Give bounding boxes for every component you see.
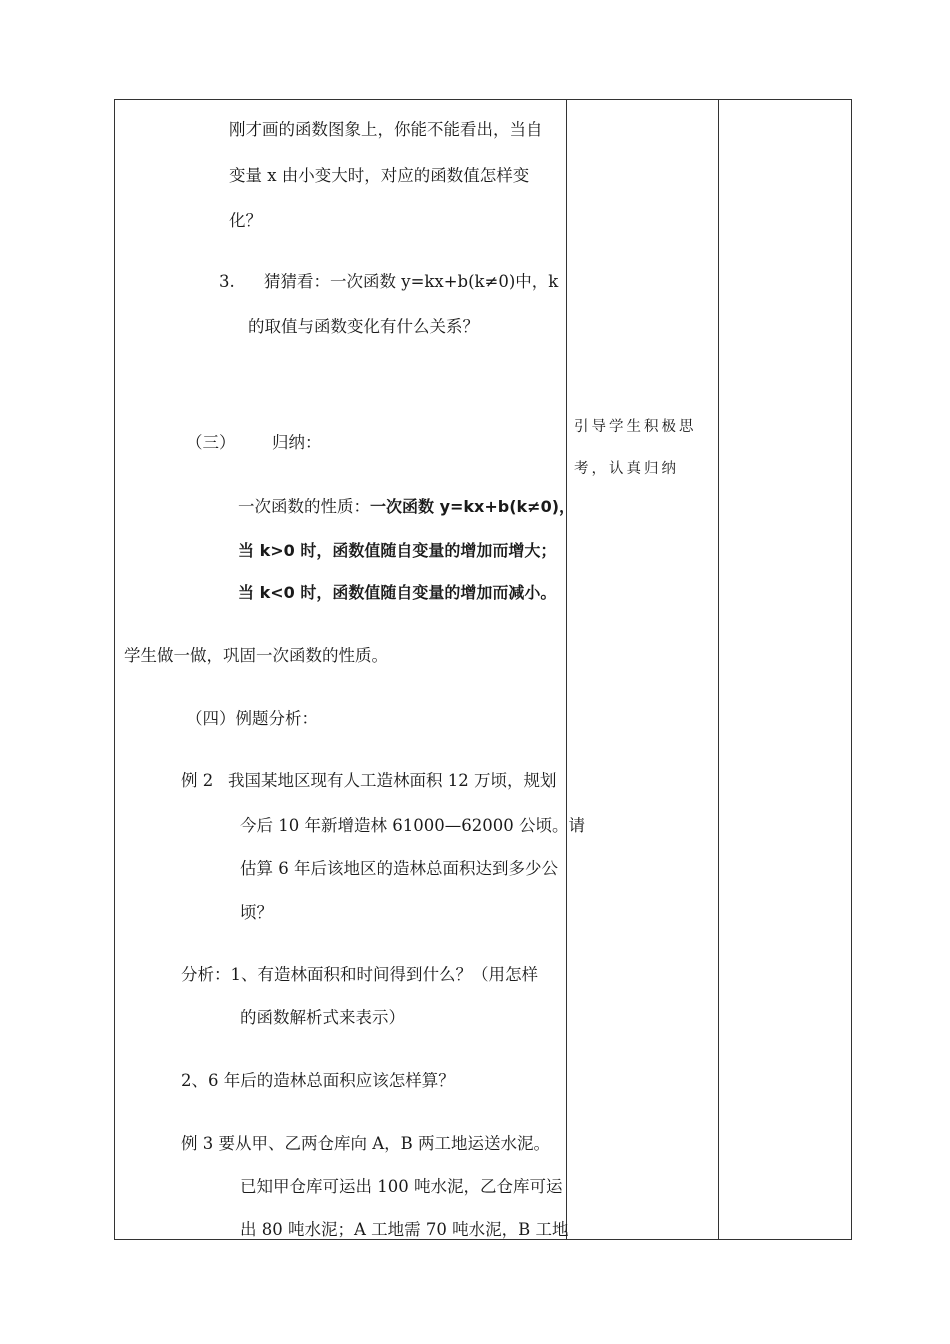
example-text: 我国某地区现有人工造林面积 12 万顷，规划	[228, 771, 557, 790]
practice-line: 学生做一做，巩固一次函数的性质。	[124, 646, 388, 665]
analysis-text: 的函数解析式来表示）	[240, 1008, 405, 1027]
paragraph-line: 变量 x 由小变大时，对应的函数值怎样变	[229, 166, 530, 185]
example-text: 已知甲仓库可运出 100 吨水泥，乙仓库可运	[240, 1177, 563, 1196]
example-text: 出 80 吨水泥；A 工地需 70 吨水泥，B 工地	[240, 1220, 569, 1239]
column-divider-1	[566, 100, 567, 1239]
section-title: 归纳：	[272, 433, 322, 452]
example-text: 例 3 要从甲、乙两仓库向 A，B 两工地运送水泥。	[181, 1134, 551, 1153]
column-divider-2	[718, 100, 719, 1239]
property-lead: 一次函数的性质：	[238, 497, 370, 516]
analysis-text: 2、6 年后的造林总面积应该怎样算？	[181, 1071, 455, 1090]
question-text: 的取值与函数变化有什么关系？	[248, 317, 479, 336]
property-statement	[238, 496, 575, 518]
property-bold: 一次函数 y=kx+b(k≠0)，	[370, 497, 576, 516]
property-rule: 当 k>0 时，函数值随自变量的增加而增大；	[238, 541, 557, 560]
teacher-note: 考，认真归纳	[574, 461, 679, 477]
paragraph-line: 化？	[229, 211, 262, 230]
paragraph-line: 刚才画的函数图象上，你能不能看出，当自	[229, 120, 543, 139]
question-number: 3.	[219, 272, 235, 291]
section-title: （四）例题分析：	[186, 709, 318, 728]
example-number: 例 2	[181, 771, 214, 790]
section-number: （三）	[186, 433, 236, 452]
example-text: 今后 10 年新增造林 61000—62000 公顷。请	[240, 816, 585, 835]
teacher-note: 引导学生积极思	[574, 419, 697, 435]
question-text: 猜猜看：一次函数 y=kx+b(k≠0)中，k	[264, 272, 559, 291]
analysis-text: 分析：1、有造林面积和时间得到什么？（用怎样	[181, 965, 538, 984]
property-rule: 当 k<0 时，函数值随自变量的增加而减小。	[238, 583, 557, 602]
example-text: 顷？	[240, 903, 273, 922]
example-text: 估算 6 年后该地区的造林总面积达到多少公	[240, 859, 558, 878]
